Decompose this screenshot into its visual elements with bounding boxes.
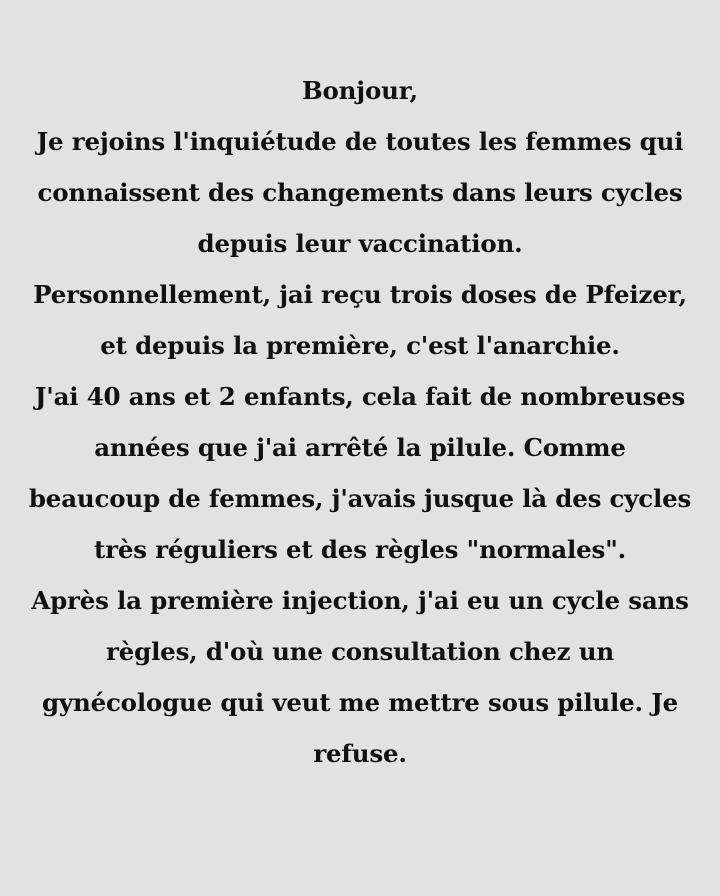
text-line: connaissent des changements dans leurs cycles xyxy=(37,178,683,207)
text-line: très réguliers et des règles "normales". xyxy=(94,535,626,564)
text-line: refuse. xyxy=(313,739,407,768)
text-line: beaucoup de femmes, j'avais jusque là des cycles xyxy=(28,484,692,513)
text-line: Personnellement, jai reçu trois doses de Pfeizer, xyxy=(33,280,687,309)
text-line: Après la première injection, j'ai eu un cycle sans xyxy=(31,586,689,615)
text-line: depuis leur vaccination. xyxy=(197,229,523,258)
text-line: J'ai 40 ans et 2 enfants, cela fait de nombreuses xyxy=(34,382,686,411)
message-text xyxy=(20,65,700,779)
text-line: règles, d'où une consultation chez un xyxy=(106,637,614,666)
text-line: Je rejoins l'inquiétude de toutes les femmes qui xyxy=(36,127,684,156)
text-line: et depuis la première, c'est l'anarchie. xyxy=(100,331,620,360)
text-line: gynécologue qui veut me mettre sous pilule. Je xyxy=(42,688,678,717)
text-line: Bonjour, xyxy=(302,76,418,105)
text-line: années que j'ai arrêté la pilule. Comme xyxy=(94,433,626,462)
